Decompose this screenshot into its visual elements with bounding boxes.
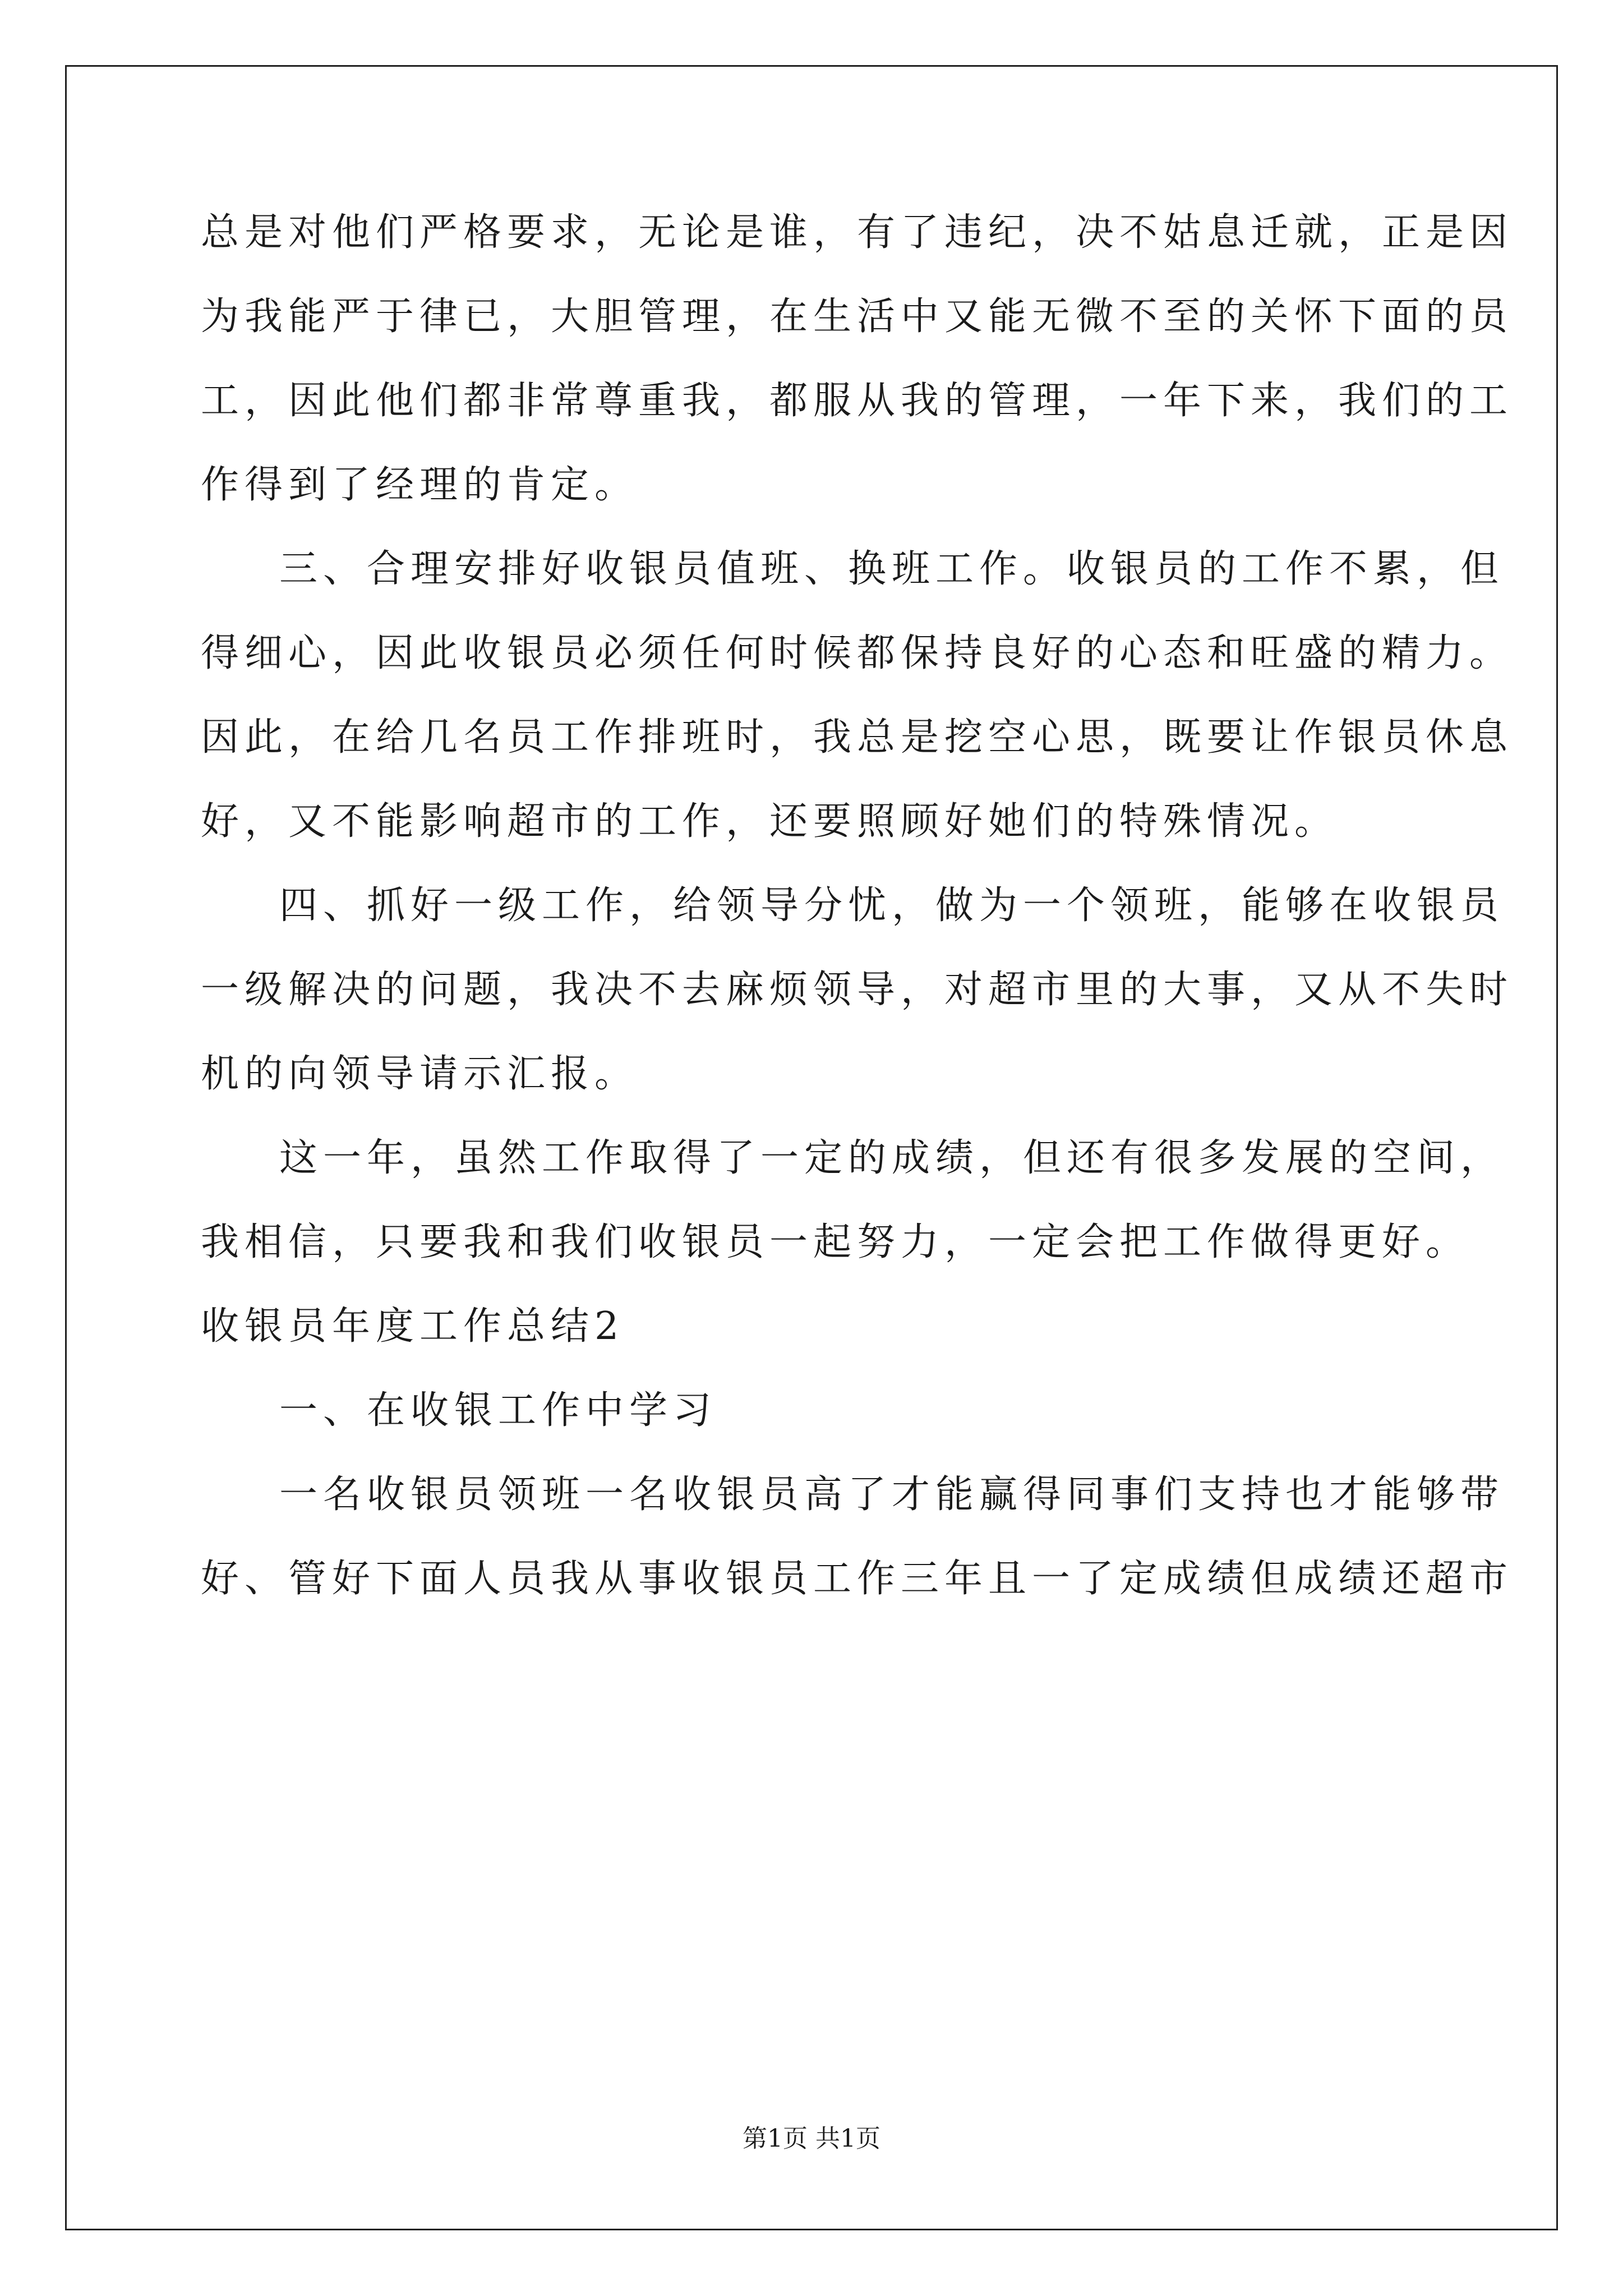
text-line: 作得到了经理的肯定。 bbox=[201, 463, 639, 507]
section-heading: 收银员年度工作总结2 bbox=[201, 1304, 625, 1349]
paragraph-start-line: 这一年，虽然工作取得了一定的成绩，但还有很多发展的空间， bbox=[279, 1136, 1505, 1180]
text-line: 好、管好下面人员我从事收银员工作三年且一了定成绩但成绩还超市 bbox=[201, 1557, 1514, 1601]
text-line: 我相信，只要我和我们收银员一起努力，一定会把工作做得更好。 bbox=[201, 1220, 1470, 1264]
text-line: 为我能严于律已，大胆管理，在生活中又能无微不至的关怀下面的员 bbox=[201, 295, 1514, 339]
text-line: 机的向领导请示汇报。 bbox=[201, 1052, 639, 1096]
paragraph-start-line: 三、合理安排好收银员值班、换班工作。收银员的工作不累，但 bbox=[279, 547, 1505, 591]
text-line: 工，因此他们都非常尊重我，都服从我的管理，一年下来，我们的工 bbox=[201, 379, 1514, 423]
text-line: 因此，在给几名员工作排班时，我总是挖空心思，既要让作银员休息 bbox=[201, 715, 1514, 760]
text-line: 好，又不能影响超市的工作，还要照顾好她们的特殊情况。 bbox=[201, 799, 1339, 844]
text-line: 总是对他们严格要求，无论是谁，有了违纪，决不姑息迁就，正是因 bbox=[201, 210, 1514, 255]
text-line: 得细心，因此收银员必须任何时候都保持良好的心态和旺盛的精力。 bbox=[201, 631, 1514, 675]
paragraph-start-line: 四、抓好一级工作，给领导分忧，做为一个领班，能够在收银员 bbox=[279, 884, 1505, 928]
text-line: 一级解决的问题，我决不去麻烦领导，对超市里的大事，又从不失时 bbox=[201, 968, 1514, 1012]
page-number-footer: 第1页 共1页 bbox=[743, 2124, 880, 2153]
subsection-heading: 一、在收银工作中学习 bbox=[279, 1388, 717, 1433]
paragraph-start-line: 一名收银员领班一名收银员高了才能赢得同事们支持也才能够带 bbox=[279, 1473, 1505, 1517]
